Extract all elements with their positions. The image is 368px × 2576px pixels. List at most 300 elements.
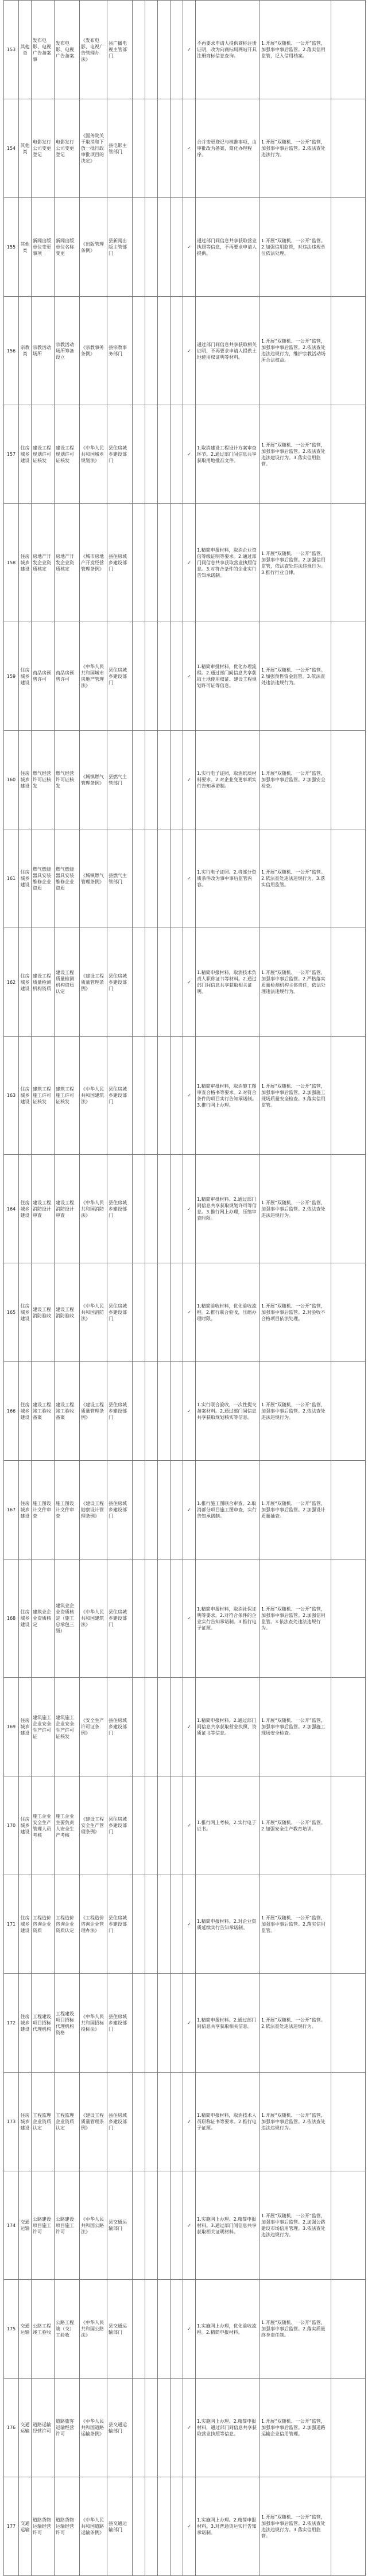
cell-empty [158, 1037, 171, 1155]
cell-basis: 《工程造价咨询企业管理办法》 [80, 1875, 107, 1974]
cell-empty [145, 297, 158, 405]
cell-no: 173 [4, 2073, 19, 2171]
cell-cat: 住房城乡建设 [19, 1974, 32, 2073]
table-row [4, 1037, 366, 1155]
cell-dept: 县广播电视主管部门 [107, 1, 133, 99]
cell-mark: ✓ [183, 2477, 196, 2576]
cell-mark: ✓ [183, 198, 196, 297]
cell-dept: 县燃气主管部门 [107, 829, 133, 928]
cell-name: 燃气经营许可证核发 [32, 731, 55, 829]
cell-mark: ✓ [183, 928, 196, 1037]
cell-desc: 1.精简申报材料。2.对企业资质延续实行告知承诺制。 [196, 1875, 260, 1974]
cell-dept: 县住房城乡建设部门 [107, 1263, 133, 1362]
cell-no: 165 [4, 1263, 19, 1362]
cell-sub: 商品房预售许可 [55, 622, 80, 731]
cell-empty [331, 1263, 366, 1362]
cell-empty [331, 1678, 366, 1776]
cell-empty [133, 829, 145, 928]
table-row [4, 2379, 366, 2477]
cell-sub: 燃气燃烧器具安装维修企业资质 [55, 829, 80, 928]
cell-empty [133, 2280, 145, 2379]
cell-name: 道路运输经营许可 [32, 2379, 55, 2477]
table-row [4, 1, 366, 99]
cell-empty [171, 2280, 183, 2379]
cell-empty [331, 1155, 366, 1263]
cell-sub: 工程造价咨询企业资质认定 [55, 1875, 80, 1974]
cell-empty [171, 1461, 183, 1559]
cell-empty [145, 2477, 158, 2576]
cell-meas: 1.开展“双随机、一公开”监管，加强事中事后监管。2.加强公路建设市场信用管理。3.依法查处违法违规行为。 [260, 2171, 331, 2280]
cell-dept: 县住房城乡建设部门 [107, 1875, 133, 1974]
cell-cat: 住房城乡建设 [19, 1559, 32, 1678]
cell-empty [158, 2171, 171, 2280]
cell-meas: 1.开展“双随机、一公开”监管，加强事中事后监管。2.落实信用监管。 [260, 1875, 331, 1974]
cell-dept: 县住房城乡建设部门 [107, 1461, 133, 1559]
cell-no: 161 [4, 829, 19, 928]
cell-mark: ✓ [183, 1559, 196, 1678]
cell-desc: 1.精简申报材料，取消社保证明等要求。2.对符合条件的企业实行告知承诺制。3.推行电子证照。 [196, 1559, 260, 1678]
cell-cat: 住房城乡建设 [19, 1263, 32, 1362]
table-row [4, 928, 366, 1037]
cell-cat: 住房城乡建设 [19, 622, 32, 731]
table-row [4, 731, 366, 829]
cell-empty [331, 2171, 366, 2280]
cell-sub: 建设工程消防设计审查 [55, 1155, 80, 1263]
cell-empty [171, 2073, 183, 2171]
cell-empty [133, 1263, 145, 1362]
cell-meas: 1.开展“双随机、一公开”监管，加强事中事后监管。2.依法查处违法违规行为。 [260, 1362, 331, 1461]
cell-empty [331, 622, 366, 731]
cell-basis: 《中华人民共和国消防法》 [80, 1155, 107, 1263]
table-row [4, 2477, 366, 2576]
cell-empty [133, 731, 145, 829]
cell-empty [158, 1875, 171, 1974]
cell-no: 176 [4, 2379, 19, 2477]
cell-empty [133, 1362, 145, 1461]
cell-empty [171, 1974, 183, 2073]
cell-cat: 住房城乡建设 [19, 1461, 32, 1559]
cell-desc: 1.精简申报材料。2.通过部门间信息共享获取相关信息。 [196, 1974, 260, 2073]
cell-empty [331, 2280, 366, 2379]
cell-dept: 县新闻出版主管部门 [107, 198, 133, 297]
cell-basis: 《中华人民共和国建筑法》 [80, 1037, 107, 1155]
table-row [4, 1678, 366, 1776]
cell-empty [158, 2073, 171, 2171]
cell-empty [171, 99, 183, 198]
cell-empty [145, 1263, 158, 1362]
cell-desc: 1.推行施工图联合审查。2.取消部分项目施工图审查，实行告知承诺制。 [196, 1461, 260, 1559]
table-row [4, 2073, 366, 2171]
cell-empty [158, 405, 171, 504]
cell-empty [133, 928, 145, 1037]
cell-mark: ✓ [183, 1, 196, 99]
cell-mark: ✓ [183, 1776, 196, 1875]
cell-empty [133, 2171, 145, 2280]
cell-empty [158, 1776, 171, 1875]
cell-name: 工程监理企业资质认定 [32, 2073, 55, 2171]
cell-sub: 道路货物运输经营许可 [55, 2477, 80, 2576]
cell-cat: 住房城乡建设 [19, 2073, 32, 2171]
cell-mark: ✓ [183, 99, 196, 198]
cell-empty [145, 1776, 158, 1875]
cell-cat: 住房城乡建设 [19, 504, 32, 622]
cell-mark: ✓ [183, 1037, 196, 1155]
cell-empty [145, 2073, 158, 2171]
cell-dept: 县住房城乡建设部门 [107, 1037, 133, 1155]
cell-empty [158, 297, 171, 405]
cell-empty [171, 928, 183, 1037]
cell-mark: ✓ [183, 1461, 196, 1559]
cell-empty [133, 1155, 145, 1263]
cell-empty [145, 1362, 158, 1461]
cell-meas: 1.开展“双随机、一公开”监管，加强事中事后监管。2.依法查处违法行为。 [260, 99, 331, 198]
cell-empty [145, 928, 158, 1037]
cell-empty [133, 1974, 145, 2073]
cell-empty [331, 1461, 366, 1559]
cell-empty [133, 2073, 145, 2171]
cell-desc: 1.实施网上办理。2.精简申报材料，通过部门间信息共享获取营业执照等信息。 [196, 2379, 260, 2477]
cell-dept: 县住房城乡建设部门 [107, 1559, 133, 1678]
cell-sub: 燃气经营许可证核发 [55, 731, 80, 829]
cell-empty [145, 1155, 158, 1263]
cell-name: 工程造价咨询企业资质 [32, 1875, 55, 1974]
cell-mark: ✓ [183, 1362, 196, 1461]
cell-empty [331, 1974, 366, 2073]
cell-name: 建设工程竣工验收备案 [32, 1362, 55, 1461]
cell-cat: 交通运输 [19, 2379, 32, 2477]
cell-empty [145, 99, 158, 198]
cell-desc: 合并变更登记与核准事项，由审批改为备案，简化办理程序。 [196, 99, 260, 198]
cell-cat: 其他类 [19, 1, 32, 99]
cell-empty [171, 622, 183, 731]
cell-desc: 1.实施网上办理，优化验收流程。2.精简申报材料。 [196, 2280, 260, 2379]
cell-sub: 建筑工程施工许可证核发 [55, 1037, 80, 1155]
cell-dept: 县住房城乡建设部门 [107, 2073, 133, 2171]
table-row [4, 1974, 366, 2073]
cell-sub: 工程监理企业资质认定 [55, 2073, 80, 2171]
cell-no: 160 [4, 731, 19, 829]
cell-desc: 1.精简审批材料。2.通过部门间信息共享获取规划许可等信息。3.推行网上办理，压缩审查时限。 [196, 1155, 260, 1263]
cell-dept: 县住房城乡建设部门 [107, 504, 133, 622]
cell-dept: 县交通运输部门 [107, 2280, 133, 2379]
cell-meas: 1.开展“双随机、一公开”监管。2.加强预售资金监管。3.依法查处违法违规行为。 [260, 622, 331, 731]
cell-no: 174 [4, 2171, 19, 2280]
cell-cat: 住房城乡建设 [19, 829, 32, 928]
table-row [4, 504, 366, 622]
cell-empty [331, 2073, 366, 2171]
cell-basis: 《中华人民共和国城市房地产管理法》 [80, 622, 107, 731]
cell-dept: 县宗教事务部门 [107, 297, 133, 405]
cell-no: 157 [4, 405, 19, 504]
cell-empty [171, 2379, 183, 2477]
cell-mark: ✓ [183, 2073, 196, 2171]
cell-meas: 1.开展“双随机、一公开”监管，加强事中事后监管。2.依法查处违法违规行为。 [260, 2073, 331, 2171]
cell-empty [145, 2171, 158, 2280]
cell-dept: 县住房城乡建设部门 [107, 1155, 133, 1263]
cell-empty [133, 622, 145, 731]
cell-mark: ✓ [183, 297, 196, 405]
cell-name: 宗教活动场所 [32, 297, 55, 405]
cell-empty [171, 1037, 183, 1155]
cell-name: 建设工程消防验收 [32, 1263, 55, 1362]
cell-basis: 《城镇燃气管理条例》 [80, 731, 107, 829]
cell-empty [133, 1875, 145, 1974]
cell-cat: 交通运输 [19, 2171, 32, 2280]
cell-mark: ✓ [183, 1263, 196, 1362]
cell-meas: 1.开展“双随机、一公开”监管，加强事中事后监管。2.依法查处违法违规行为，维护宗教活动场所合法权益。 [260, 297, 331, 405]
cell-empty [171, 1776, 183, 1875]
cell-empty [133, 99, 145, 198]
cell-meas: 1.开展“双随机、一公开”监管，加强事中事后监管。2.加强施工现场安全检查。 [260, 1678, 331, 1776]
cell-meas: 1.开展“双随机、一公开”监管，加强事中事后监管。2.加强道路运输企业信用管理。 [260, 2379, 331, 2477]
cell-basis: 《建设工程质量管理条例》 [80, 2073, 107, 2171]
cell-desc: 1.精简申报材料，取消企业资信等级证明等要求。2.通过部门间信息共享获取营业执照信息。3.对符合条件的企业实行告知承诺制。 [196, 504, 260, 622]
cell-desc: 1.推行网上考核。2.实行电子证书。 [196, 1776, 260, 1875]
cell-name: 发布电影、电视广告备案事 [32, 1, 55, 99]
cell-empty [145, 622, 158, 731]
cell-name: 商品房预售许可 [32, 622, 55, 731]
cell-no: 163 [4, 1037, 19, 1155]
cell-empty [145, 1974, 158, 2073]
cell-cat: 住房城乡建设 [19, 1155, 32, 1263]
cell-basis: 《安全生产许可证条例》 [80, 1678, 107, 1776]
cell-desc: 不再要求申请人提供商标注册证明，改为向商标局网站开具注册商标信息查询。 [196, 1, 260, 99]
cell-dept: 县交通运输部门 [107, 2477, 133, 2576]
cell-empty [145, 198, 158, 297]
cell-basis: 《建设工程安全生产管理条例》 [80, 1776, 107, 1875]
cell-sub: 建筑业企业资质核定（施工总承包三级） [55, 1559, 80, 1678]
cell-meas: 1.开展“双随机、一公开”监管，加强事中事后监管。2.依法查处违法建设行为。3.落实信用监管。 [260, 405, 331, 504]
cell-no: 171 [4, 1875, 19, 1974]
cell-empty [331, 198, 366, 297]
cell-empty [158, 1559, 171, 1678]
cell-desc: 1.精简申报材料。2.通过部门间信息共享获取营业执照、资质证书等信息。 [196, 1678, 260, 1776]
table-row [4, 198, 366, 297]
cell-mark: ✓ [183, 405, 196, 504]
cell-empty [145, 731, 158, 829]
cell-sub: 建设工程消防验收 [55, 1263, 80, 1362]
table-row [4, 2171, 366, 2280]
cell-empty [133, 2477, 145, 2576]
cell-empty [331, 405, 366, 504]
cell-name: 工程建设项目招标代理机构 [32, 1974, 55, 2073]
cell-dept: 县住房城乡建设部门 [107, 622, 133, 731]
cell-dept: 县交通运输部门 [107, 2379, 133, 2477]
cell-desc: 1.精简申报材料，取消技术人员职称证书等要求。2.推行电子证照。 [196, 2073, 260, 2171]
cell-dept: 县交通运输部门 [107, 2171, 133, 2280]
table-row [4, 2280, 366, 2379]
cell-empty [331, 2477, 366, 2576]
cell-meas: 1.开展“双随机、一公开”监管。2.依法查处违法违规行为。 [260, 1974, 331, 2073]
cell-meas: 1.开展“双随机、一公开”监管，加强事中事后监管。2.加强信用监管。3.依法查处违法违规行为。 [260, 1559, 331, 1678]
cell-name: 道路货物运输经营许可 [32, 2477, 55, 2576]
cell-sub: 施工图设计文件审查 [55, 1461, 80, 1559]
cell-desc: 1.取消建设工程设计方案审查环节。2.通过部门间信息共享获取用地批准文件。 [196, 405, 260, 504]
cell-name: 电影发行公司变更登记 [32, 99, 55, 198]
cell-desc: 通过部门间信息共享获取营业执照等信息，不再要求申请人提供。 [196, 198, 260, 297]
cell-empty [145, 2280, 158, 2379]
cell-empty [145, 1037, 158, 1155]
cell-name: 公路建设项目施工许可 [32, 2171, 55, 2280]
cell-basis: 《出版管理条例》 [80, 198, 107, 297]
cell-empty [171, 829, 183, 928]
cell-no: 164 [4, 1155, 19, 1263]
cell-empty [171, 1362, 183, 1461]
cell-empty [145, 1559, 158, 1678]
cell-empty [133, 2379, 145, 2477]
cell-dept: 县电影主管部门 [107, 99, 133, 198]
cell-dept: 县住房城乡建设部门 [107, 928, 133, 1037]
cell-empty [171, 297, 183, 405]
cell-cat: 住房城乡建设 [19, 928, 32, 1037]
cell-empty [158, 2379, 171, 2477]
cell-sub: 房地产开发企业资质核定 [55, 504, 80, 622]
cell-empty [331, 1037, 366, 1155]
cell-sub: 建筑施工企业安全生产许可证核发 [55, 1678, 80, 1776]
cell-sub: 道路旅客运输经营许可 [55, 2379, 80, 2477]
cell-cat: 住房城乡建设 [19, 405, 32, 504]
cell-empty [158, 1974, 171, 2073]
cell-empty [171, 504, 183, 622]
cell-name: 燃气燃烧器具安装维修企业资质 [32, 829, 55, 928]
cell-basis: 《城镇燃气管理条例》 [80, 829, 107, 928]
cell-sub: 工程建设项目招标代理机构资格 [55, 1974, 80, 2073]
cell-empty [133, 1559, 145, 1678]
cell-basis: 《建设工程勘察设计管理条例》 [80, 1461, 107, 1559]
cell-cat: 住房城乡建设 [19, 1362, 32, 1461]
cell-empty [331, 504, 366, 622]
table-row [4, 1362, 366, 1461]
cell-empty [171, 2171, 183, 2280]
cell-desc: 1.实施网上办理。2.精简申报材料。3.通过部门间信息共享获取相关证明材料。 [196, 2171, 260, 2280]
cell-sub: 发布电影、电视广告备案 [55, 1, 80, 99]
cell-meas: 1.开展“双随机、一公开”监管，加强事中事后监管。2.加强施工现场质量安全检查。3.落实信用监管。 [260, 1037, 331, 1155]
cell-empty [133, 1678, 145, 1776]
table-row [4, 622, 366, 731]
cell-empty [331, 1362, 366, 1461]
cell-name: 建设工程质量检测机构资质 [32, 928, 55, 1037]
cell-meas: 1.开展“双随机、一公开”监管。2.加强信用监管，对违法违规单位依法处理。 [260, 198, 331, 297]
cell-meas: 1.开展“双随机、一公开”监管，加强事中事后监管。2.依法查处违法违规行为。3.落实信用监管。 [260, 2477, 331, 2576]
cell-empty [331, 2379, 366, 2477]
cell-meas: 1.开展“双随机、一公开”监管。2.加强安全生产教育培训。 [260, 1776, 331, 1875]
cell-empty [171, 2477, 183, 2576]
table-row [4, 297, 366, 405]
cell-empty [145, 405, 158, 504]
cell-meas: 1.开展“双随机、一公开”监管，加强事中事后监管。2.加强安全检查。 [260, 731, 331, 829]
cell-mark: ✓ [183, 1974, 196, 2073]
cell-no: 154 [4, 99, 19, 198]
cell-mark: ✓ [183, 1155, 196, 1263]
cell-no: 155 [4, 198, 19, 297]
cell-mark: ✓ [183, 2171, 196, 2280]
cell-empty [145, 1461, 158, 1559]
cell-cat: 交通运输 [19, 2477, 32, 2576]
cell-mark: ✓ [183, 622, 196, 731]
cell-meas: 1.开展“双随机、一公开”监管，加强事中事后监管。2.严格落实质量检测机构主体责任，依法处理违法违规行为。 [260, 928, 331, 1037]
cell-name: 公路工程竣工验收 [32, 2280, 55, 2379]
table-row [4, 1155, 366, 1263]
cell-meas: 1.开展“双随机、一公开”监管，加强事中事后监管。2.加强设计质量抽查。 [260, 1461, 331, 1559]
cell-basis: 《建设工程质量管理条例》 [80, 928, 107, 1037]
cell-meas: 1.开展“双随机、一公开”监管。2.依法查处违法违规行为。3.落实信用监管。 [260, 829, 331, 928]
cell-empty [145, 1875, 158, 1974]
cell-sub: 宗教活动场所筹备设立 [55, 297, 80, 405]
table-row [4, 99, 366, 198]
cell-empty [171, 1263, 183, 1362]
cell-cat: 住房城乡建设 [19, 1037, 32, 1155]
cell-dept: 县住房城乡建设部门 [107, 405, 133, 504]
cell-mark: ✓ [183, 2280, 196, 2379]
cell-basis: 《建设工程质量管理条例》 [80, 1362, 107, 1461]
cell-sub: 建设工程竣工验收备案 [55, 1362, 80, 1461]
cell-empty [158, 1263, 171, 1362]
cell-basis: 《中华人民共和国道路运输条例》 [80, 2379, 107, 2477]
cell-empty [331, 99, 366, 198]
cell-cat: 住房城乡建设 [19, 1875, 32, 1974]
cell-name: 房地产开发企业资质核定 [32, 504, 55, 622]
cell-empty [133, 1461, 145, 1559]
cell-meas: 1.开展“双随机、一公开”监管，加强事中事后监管。2.对验收不合格项目依法处理。 [260, 1263, 331, 1362]
cell-dept: 县住房城乡建设部门 [107, 1776, 133, 1875]
cell-no: 175 [4, 2280, 19, 2379]
cell-empty [331, 297, 366, 405]
cell-basis: 《宗教事务条例》 [80, 297, 107, 405]
cell-mark: ✓ [183, 1875, 196, 1974]
cell-empty [158, 198, 171, 297]
cell-desc: 通过部门间信息共享获取相关证明，不再要求申请人提供土地使用权证明等材料。 [196, 297, 260, 405]
cell-name: 建筑施工企业安全生产许可证 [32, 1678, 55, 1776]
cell-sub: 施工企业主要负责人安全生产考核 [55, 1776, 80, 1875]
cell-empty [133, 198, 145, 297]
table-row [4, 1776, 366, 1875]
cell-no: 159 [4, 622, 19, 731]
cell-sub: 公路工程竣（交）工验收 [55, 2280, 80, 2379]
cell-empty [171, 405, 183, 504]
cell-dept: 县住房城乡建设部门 [107, 1974, 133, 2073]
cell-no: 170 [4, 1776, 19, 1875]
cell-desc: 1.实施网上办理。2.精简申报材料。3.对普通货运实行告知承诺制。 [196, 2477, 260, 2576]
cell-sub: 建设工程质量检测机构资质认定 [55, 928, 80, 1037]
cell-basis: 《中华人民共和国城乡规划法》 [80, 405, 107, 504]
cell-desc: 1.实行联合验收，一次性提交备案材料。2.通过部门间信息共享获取规划核实等信息。 [196, 1362, 260, 1461]
cell-empty [133, 1037, 145, 1155]
cell-empty [158, 504, 171, 622]
cell-dept: 县燃气主管部门 [107, 731, 133, 829]
cell-meas: 1.开展“双随机、一公开”监管，加强事中事后监管。2.落实信用监管，记入信用档案。 [260, 1, 331, 99]
cell-no: 169 [4, 1678, 19, 1776]
cell-no: 177 [4, 2477, 19, 2576]
cell-no: 156 [4, 297, 19, 405]
cell-cat: 住房城乡建设 [19, 731, 32, 829]
cell-basis: 《中华人民共和国公路法》 [80, 2280, 107, 2379]
cell-mark: ✓ [183, 829, 196, 928]
cell-empty [158, 1678, 171, 1776]
cell-basis: 《城市房地产开发经营管理条例》 [80, 504, 107, 622]
cell-desc: 1.精简审批材料，优化办理流程。2.通过部门间信息共享获取土地使用权证、建设工程规划许可证等信息。 [196, 622, 260, 731]
cell-empty [331, 928, 366, 1037]
cell-no: 162 [4, 928, 19, 1037]
cell-empty [171, 731, 183, 829]
cell-empty [145, 504, 158, 622]
cell-cat: 住房城乡建设 [19, 1776, 32, 1875]
table-row [4, 829, 366, 928]
cell-meas: 1.开展“双随机、一公开”监管，加强事中事后监管。2.依法查处违法违规行为。 [260, 1155, 331, 1263]
cell-empty [158, 1155, 171, 1263]
cell-empty [158, 622, 171, 731]
cell-mark: ✓ [183, 731, 196, 829]
cell-cat: 住房城乡建设 [19, 1678, 32, 1776]
